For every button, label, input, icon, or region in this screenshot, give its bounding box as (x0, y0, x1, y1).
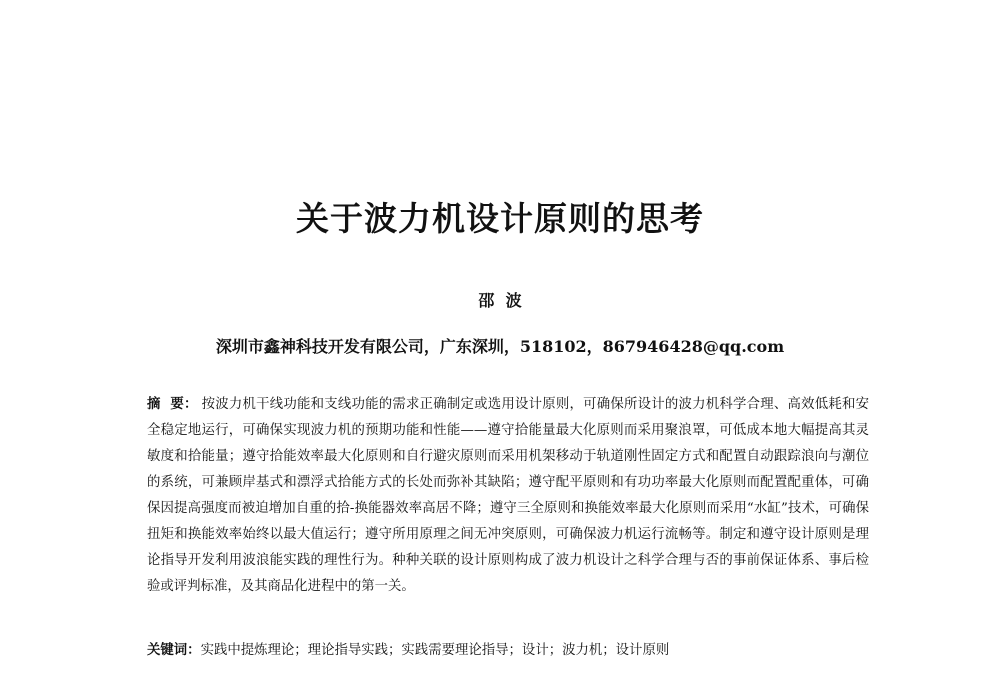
author-affiliation: 深圳市鑫神科技开发有限公司，广东深圳，518102，867946428@qq.com (215, 337, 785, 356)
keywords-line (147, 637, 869, 664)
abstract-paragraph (147, 391, 869, 600)
abstract-text: 按波力机干线功能和支线功能的需求正确制定或选用设计原则，可确保所设计的波力机科学合理、高效低耗和安全稳定地运行，可确保实现波力机的预期功能和性能——遵守拾能量最大化原则而采用聚浪罩，可低成本地大幅提高其灵敏度和拾能量；遵守拾能效率最大化原则和自行避灾原则而采用机架移动于轨道刚性固定方式和配置自动跟踪浪向与潮位的系统，可兼顾岸基式和漂浮式拾能方式的长处而弥补其缺陷；遵守配平原则和有功功率最大化原则而配置配重体，可确保因提高强度而被迫增加自重的拾-换能器效率高居不降；遵守三全原则和换能效率最大化原则而采用“水缸”技术，可确保扭矩和换能效率始终以最大值运行；遵守所用原理之间无冲突原则，可确保波力机运行流畅等。制定和遵守设计原则是理论指导开发利用波浪能实践的理性行为。种种关联的设计原则构成了波力机设计之科学合理与否的事前保证体系、事后检验或评判标准，及其商品化进程中的第一关。 (147, 397, 870, 594)
author-name: 邵 波 (478, 291, 522, 310)
abstract-label: 摘 要： (147, 396, 198, 412)
keywords-text: 实践中提炼理论；理论指导实践；实践需要理论指导；设计；波力机；设计原则 (200, 643, 670, 658)
paper-title: 关于波力机设计原则的思考 (296, 199, 704, 238)
keywords-label: 关键词： (147, 642, 201, 658)
